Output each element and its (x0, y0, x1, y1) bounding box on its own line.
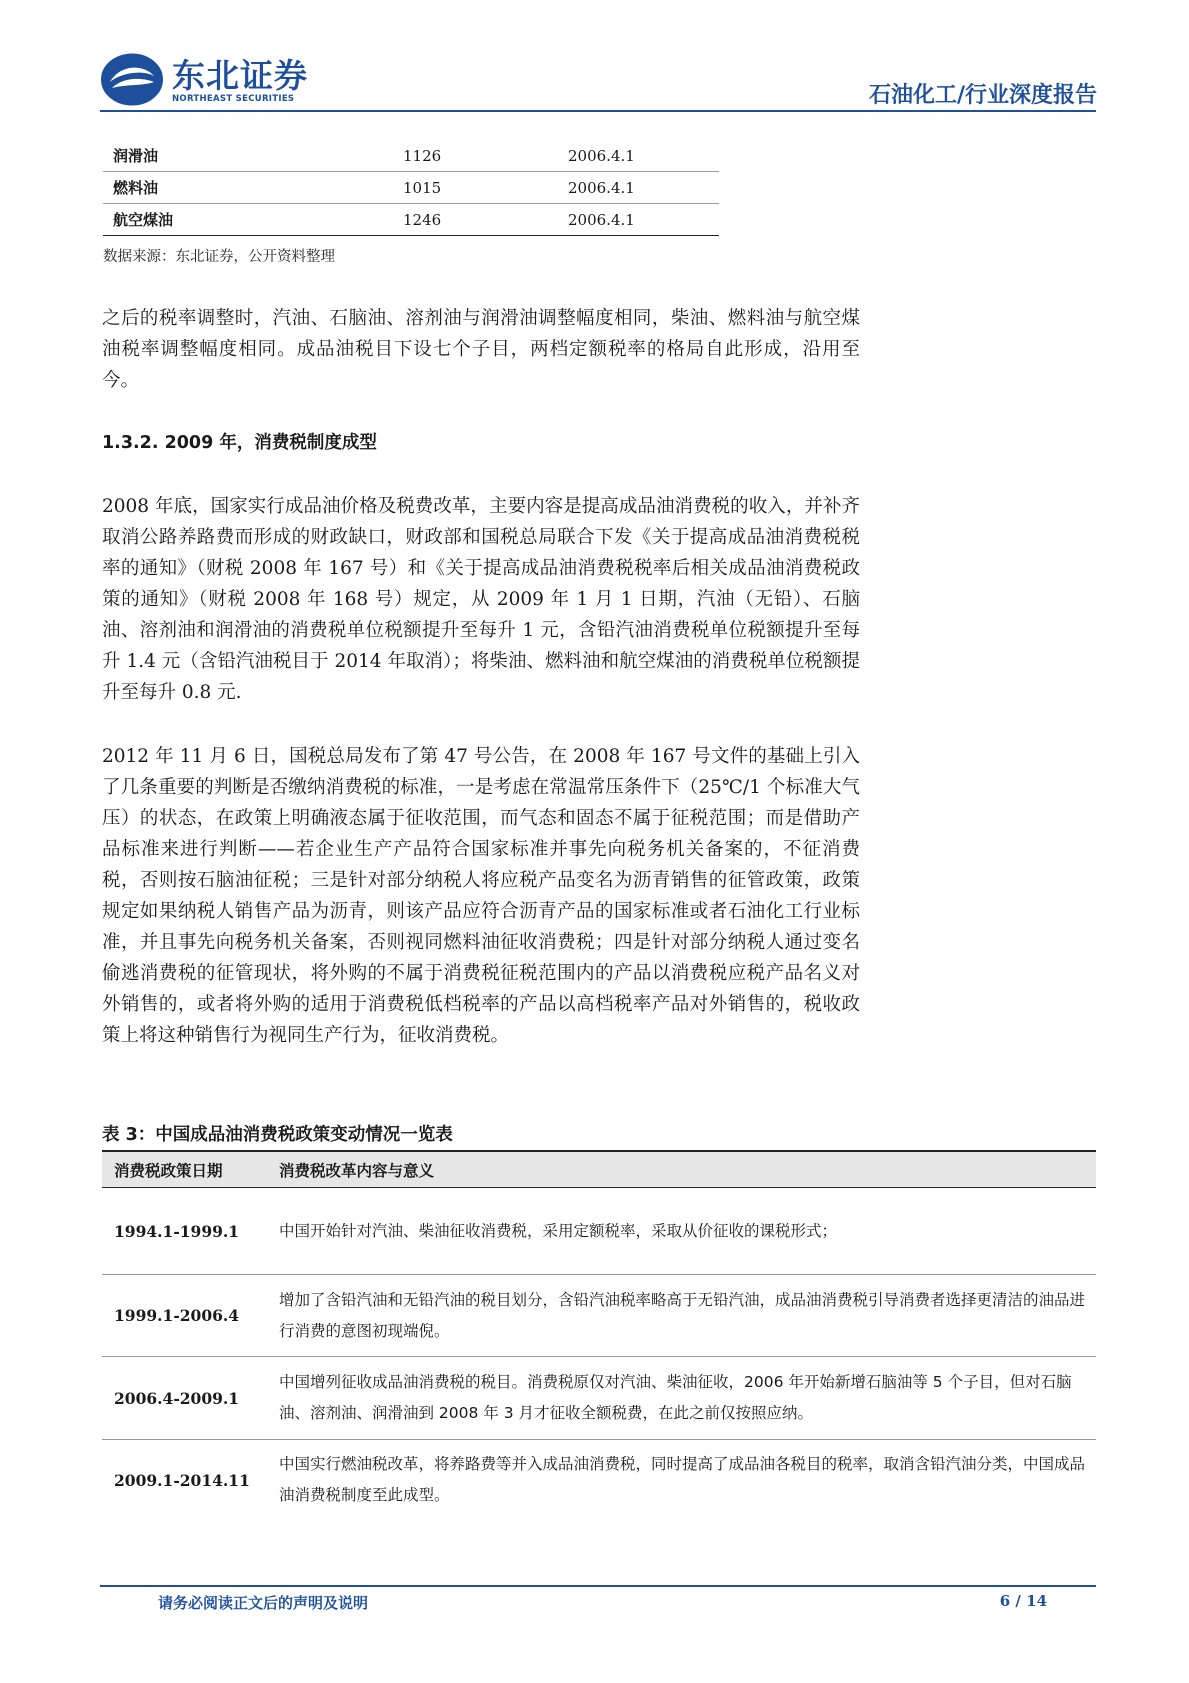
logo-name: 东北证券 (172, 56, 308, 95)
header-divider (100, 110, 1096, 112)
rate-table-date-cell: 2006.4.1 (568, 140, 719, 172)
rate-table-date-cell: 2006.4.1 (568, 204, 719, 236)
rate-table-name-cell: 航空煤油 (103, 204, 403, 236)
policy-table-header-row (102, 1151, 1096, 1188)
policy-table-caption: 表 3：中国成品油消费税政策变动情况一览表 (102, 1125, 453, 1145)
table-row (103, 204, 719, 236)
table-row (102, 1275, 1096, 1357)
policy-period-cell: 2009.1-2014.11 (114, 1470, 250, 1490)
rate-table-name-cell: 润滑油 (103, 140, 403, 172)
policy-content-cell: 增加了含铅汽油和无铅汽油的税目划分，含铅汽油税率略高于无铅汽油，成品油消费税引导消费者选择更清洁的油品进行消费的意图初现端倪。 (279, 1275, 1096, 1357)
paragraph-1: 之后的税率调整时，汽油、石脑油、溶剂油与润滑油调整幅度相同，柴油、燃料油与航空煤油税率调整幅度相同。成品油税目下设七个子目，两档定额税率的格局自此形成，沿用至今。 (102, 308, 860, 391)
table-row (103, 140, 719, 172)
table-row (102, 1440, 1096, 1521)
table-row (103, 172, 719, 204)
policy-content-cell: 中国实行燃油税改革，将养路费等并入成品油消费税，同时提高了成品油各税目的税率，取消含铅汽油分类，中国成品油消费税制度至此成型。 (279, 1455, 1086, 1504)
table-row (102, 1357, 1096, 1440)
policy-period-cell: 2006.4-2009.1 (102, 1357, 279, 1440)
footer-disclaimer: 请务必阅读正文后的声明及说明 (158, 1594, 369, 1612)
policy-table-header-period: 消费税政策日期 (102, 1151, 279, 1188)
table-source: 数据来源：东北证券，公开资料整理 (103, 249, 335, 265)
table-row (102, 1188, 1096, 1275)
footer-divider (100, 1585, 1096, 1587)
paragraph-2: 2008 年底，国家实行成品油价格及税费改革，主要内容是提高成品油消费税的收入，并补齐取消公路养路费而形成的财政缺口，财政部和国税总局联合下发《关于提高成品油消费税税率的通知》（财税 2008 年 167 号）和《关于提高成品油消费税税率后相关成品油消费税政策的通知》（财税 2008 年 168 号）规定，从 2009 年 1 月 1 日期，汽油（无铅）、石脑油、溶剂油和润滑油的消费税单位税额提升至每升 1 元，含铅汽油消费税单位税额提升至每升 1.4 元（含铅汽油税目于 2014 年取消）；将柴油、燃料油和航空煤油的消费税单位税额提升至每升 0.8 元. (102, 496, 860, 703)
rate-table (103, 140, 719, 236)
policy-period-cell: 1999.1-2006.4 (102, 1275, 279, 1357)
section-heading: 1.3.2. 2009 年，消费税制度成型 (102, 433, 377, 453)
paragraph-3: 2012 年 11 月 6 日，国税总局发布了第 47 号公告，在 2008 年 167 号文件的基础上引入了几条重要的判断是否缴纳消费税的标准，一是考虑在常温常压条件下（25℃/1 个标准大气压）的状态，在政策上明确液态属于征收范围，而气态和固态不属于征税范围；而是借助产品标准来进行判断——若企业生产产品符合国家标准并事先向税务机关备案的，不征消费税，否则按石脑油征税；三是针对部分纳税人将应税产品变名为沥青销售的征管政策，政策规定如果纳税人销售产品为沥青，则该产品应符合沥青产品的国家标准或者石油化工行业标准，并且事先向税务机关备案，否则视同燃料油征收消费税；四是针对部分纳税人通过变名偷逃消费税的征管现状，将外购的不属于消费税征税范围内的产品以消费税应税产品名义对外销售的，或者将外购的适用于消费税低档税率的产品以高档税率产品对外销售的，税收政策上将这种销售行为视同生产行为，征收消费税。 (102, 746, 860, 1046)
rate-table-value-cell: 1126 (403, 140, 568, 172)
rate-table-value-cell: 1015 (403, 172, 568, 204)
rate-table-name-cell: 燃料油 (103, 172, 403, 204)
policy-content-cell: 中国开始针对汽油、柴油征收消费税，采用定额税率，采取从价征收的课税形式； (279, 1188, 1096, 1275)
policy-content-cell: 中国增列征收成品油消费税的税目。消费税原仅对汽油、柴油征收，2006 年开始新增石脑油等 5 个子目，但对石脑油、溶剂油、润滑油到 2008 年 3 月才征收全额税费，在此之前仅按照应纳。 (279, 1357, 1096, 1440)
logo-emblem-icon (100, 52, 164, 107)
logo-english-name: NORTHEAST SECURITIES (172, 94, 295, 104)
policy-table-header-content: 消费税改革内容与意义 (279, 1151, 1096, 1188)
policy-period-cell: 1994.1-1999.1 (102, 1188, 279, 1275)
page-number: 6 / 14 (999, 1592, 1047, 1610)
report-title: 石油化工/行业深度报告 (868, 83, 1097, 108)
rate-table-value-cell: 1246 (403, 204, 568, 236)
rate-table-date-cell: 2006.4.1 (568, 172, 719, 204)
policy-table (102, 1150, 1096, 1520)
